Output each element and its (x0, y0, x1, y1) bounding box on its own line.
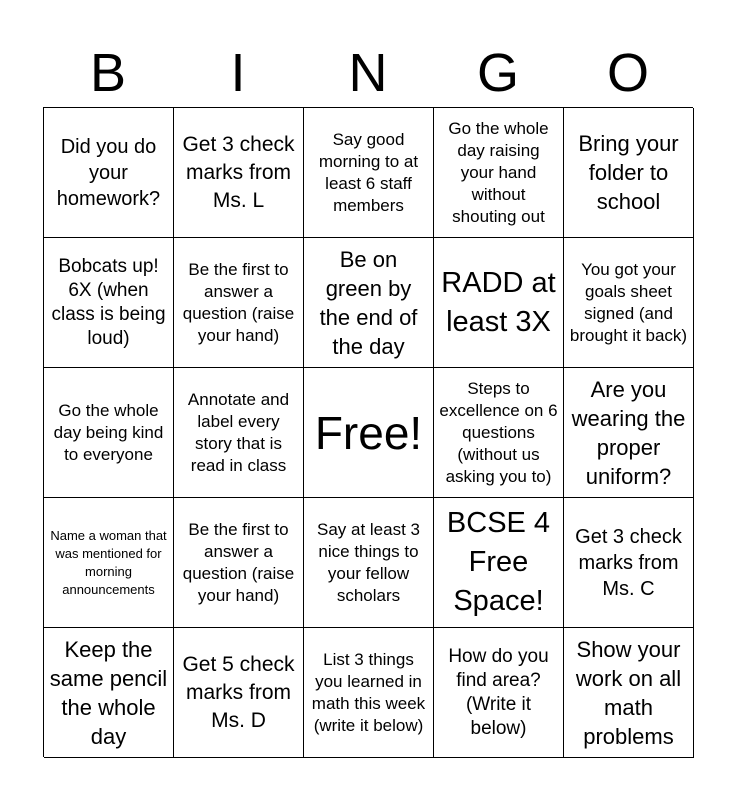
cell-text: Be on green by the end of the day (319, 246, 418, 359)
cell-text: Keep the same pencil the whole day (49, 636, 168, 749)
bingo-cell (564, 498, 694, 628)
cell-text: Get 5 check marks from Ms. D (182, 652, 295, 732)
cell-text: BCSE 4 Free Space! (446, 507, 551, 617)
bingo-cell (434, 108, 564, 238)
header-letter-n: N (348, 43, 388, 103)
bingo-cell (564, 108, 694, 238)
cell-text: How do you find area? (Write it below) (448, 645, 549, 739)
cell-text: RADD at least 3X (441, 266, 556, 338)
bingo-cell (44, 238, 174, 368)
cell-text: Say good morning to at least 6 staff members (318, 129, 419, 215)
bingo-cell (434, 368, 564, 498)
bingo-header (43, 40, 693, 106)
cell-text: Say at least 3 nice things to your fellow scholars (316, 519, 420, 605)
cell-text: Get 3 check marks from Ms. C (575, 525, 682, 600)
bingo-cell (174, 238, 304, 368)
cell-text: Did you do your homework? (56, 135, 161, 210)
bingo-cell (174, 108, 304, 238)
cell-text: Are you wearing the proper uniform? (571, 376, 686, 489)
free-space-cell (304, 368, 434, 498)
bingo-cell (304, 108, 434, 238)
header-letter-g: G (476, 43, 519, 103)
bingo-cell (434, 628, 564, 758)
cell-text: Steps to excellence on 6 questions (without us asking you to) (439, 378, 558, 486)
bingo-cell (564, 628, 694, 758)
cell-text: Name a woman that was mentioned for morning announcements (50, 527, 167, 597)
bingo-cell (44, 108, 174, 238)
bingo-cell (434, 238, 564, 368)
bingo-cell (564, 238, 694, 368)
bingo-cell (174, 498, 304, 628)
bingo-cell (44, 368, 174, 498)
cell-text: Go the whole day being kind to everyone (53, 400, 164, 464)
bingo-cell (174, 368, 304, 498)
cell-text: Be the first to answer a question (raise your hand) (182, 519, 295, 605)
header-letter-o: O (606, 43, 649, 103)
bingo-board (43, 107, 693, 757)
cell-text: List 3 things you learned in math this week (write it below) (311, 649, 426, 735)
cell-text: Be the first to answer a question (raise your hand) (182, 259, 295, 345)
bingo-cell (304, 498, 434, 628)
header-letter-i: I (230, 43, 246, 103)
bingo-cell (44, 498, 174, 628)
cell-text: Annotate and label every story that is read in class (187, 389, 290, 475)
cell-text: Bring your folder to school (578, 131, 679, 214)
header-letter-b: B (89, 43, 127, 103)
bingo-cell (174, 628, 304, 758)
cell-text: Bobcats up! 6X (when class is being loud) (51, 255, 166, 349)
cell-text: Free! (314, 406, 423, 459)
bingo-cell (44, 628, 174, 758)
bingo-cell (564, 368, 694, 498)
bingo-cell (304, 628, 434, 758)
cell-text: You got your goals sheet signed (and brought it back) (569, 259, 688, 345)
bingo-cell (434, 498, 564, 628)
cell-text: Show your work on all math problems (575, 636, 682, 749)
cell-text: Go the whole day raising your hand without shouting out (448, 118, 549, 226)
bingo-cell (304, 238, 434, 368)
cell-text: Get 3 check marks from Ms. L (182, 132, 295, 212)
